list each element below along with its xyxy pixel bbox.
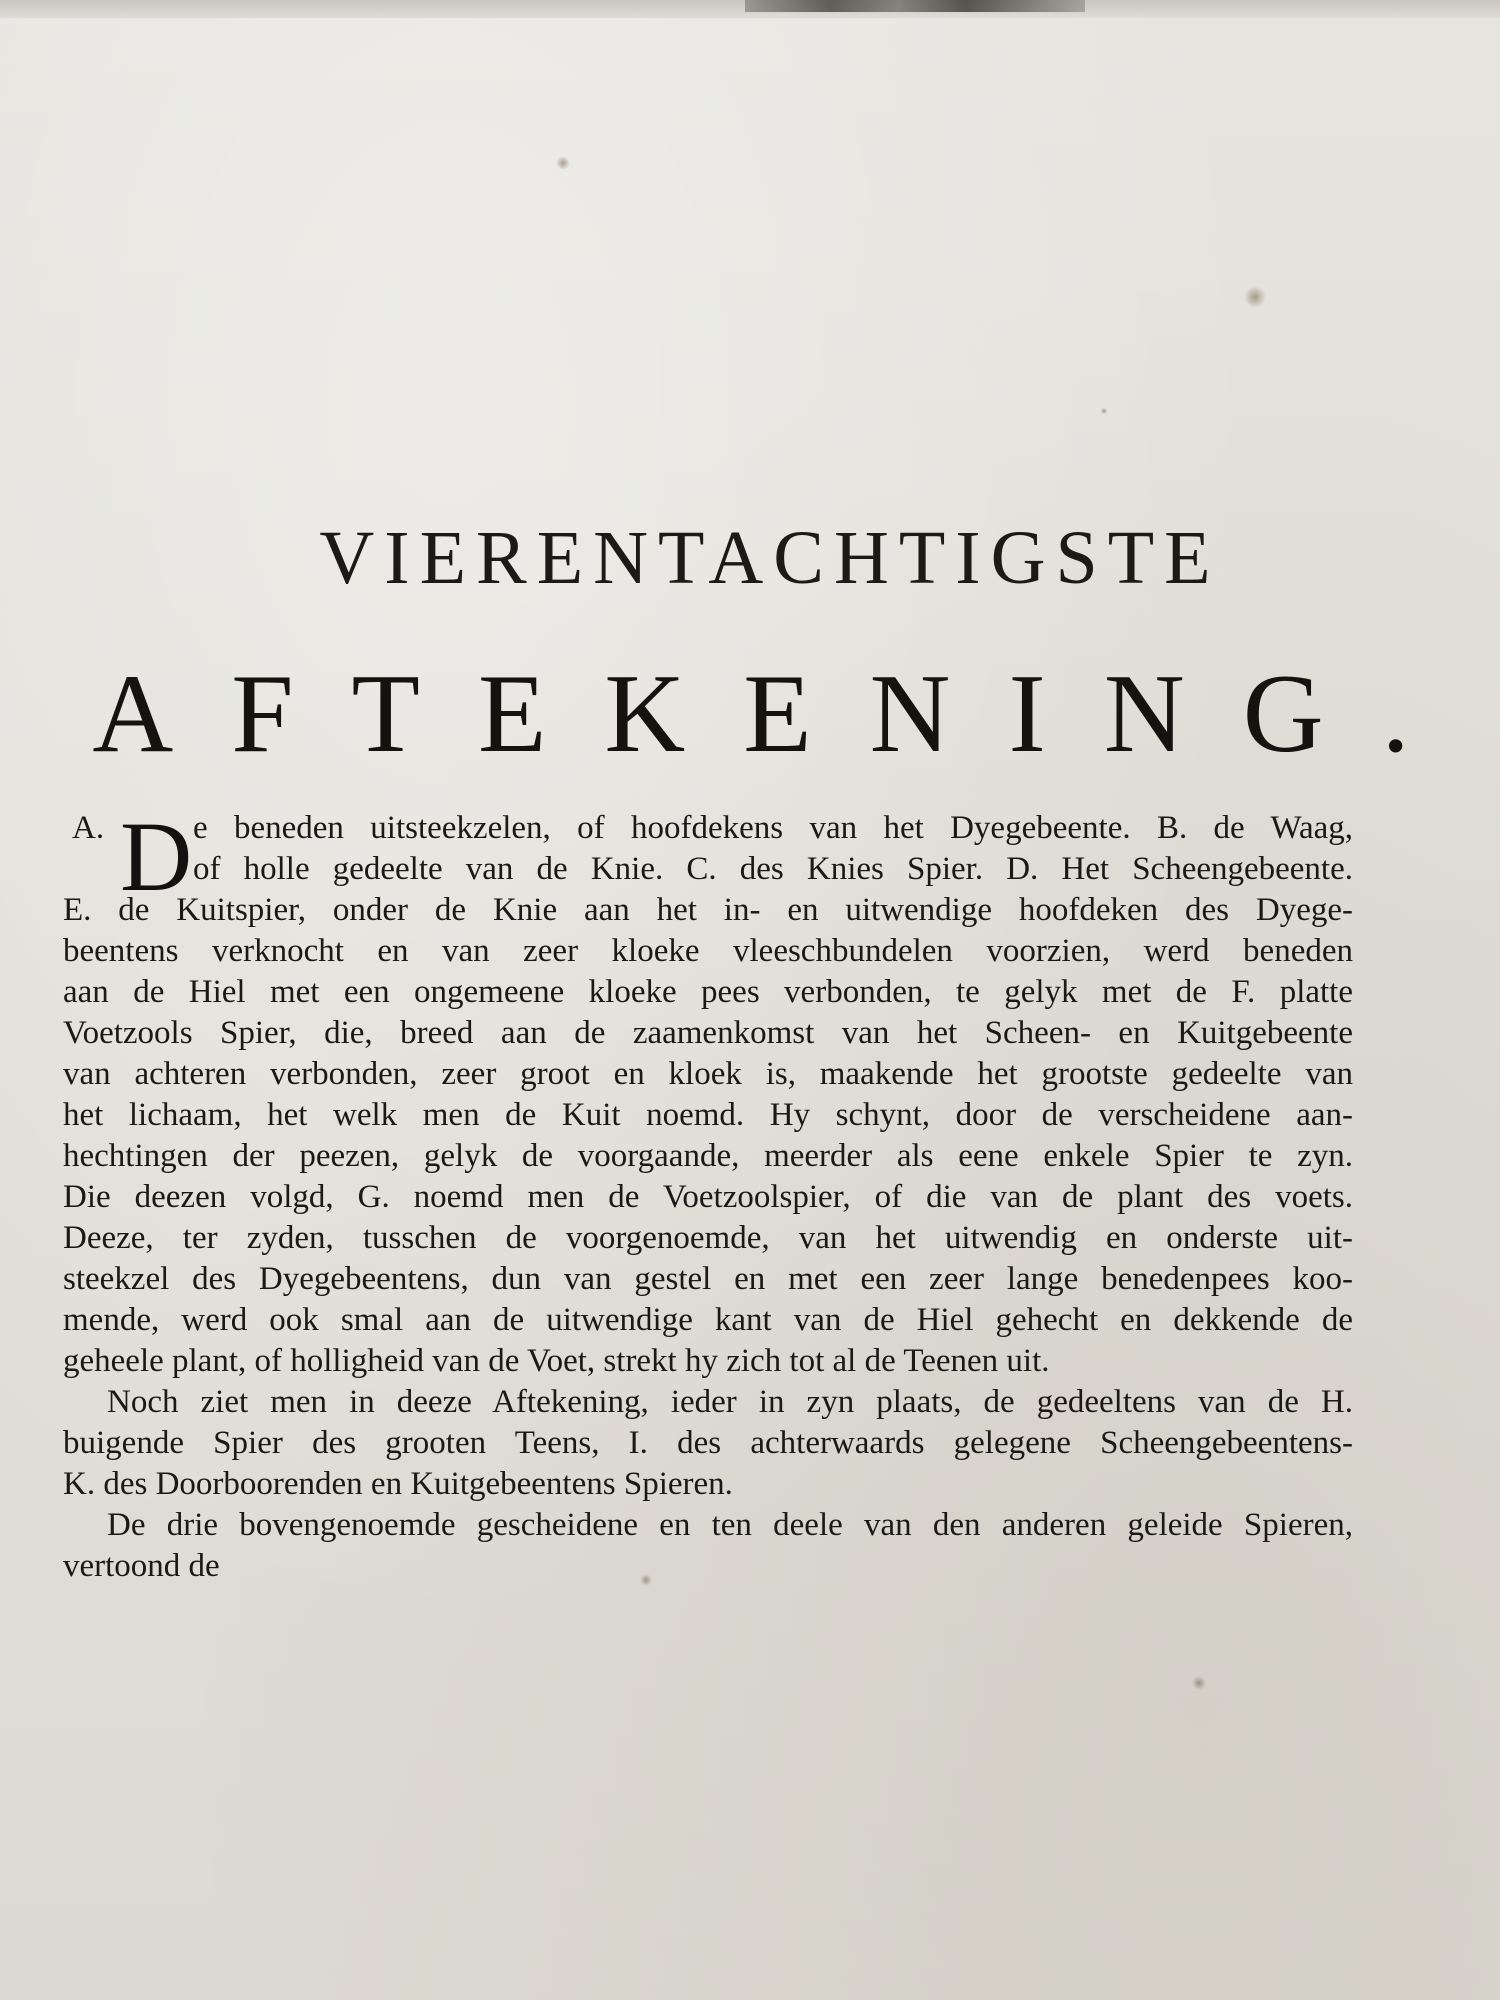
text-line: K. des Doorboorenden en Kuitgebeentens Spieren. bbox=[63, 1466, 733, 1502]
text-line: e beneden uitsteekzelen, of hoofdekens van het Dyegebeente. B. de Waag, bbox=[193, 810, 1353, 846]
text-line: E. de Kuitspier, onder de Knie aan het in- en uitwendige hoofdeken des Dyege- bbox=[63, 892, 1353, 928]
text-line: aan de Hiel met een ongemeene kloeke pees verbonden, te gelyk met de F. platte bbox=[63, 974, 1353, 1010]
text-line: Voetzools Spier, die, breed aan de zaamenkomst van het Scheen- en Kuitgebeente bbox=[63, 1015, 1353, 1051]
drop-capital: D bbox=[120, 801, 193, 912]
text-line: vertoond de bbox=[63, 1548, 220, 1584]
text-line: buigende Spier des grooten Teens, I. des achterwaards gelegene Scheengebeentens- bbox=[63, 1425, 1353, 1461]
text-line: Noch ziet men in deeze Aftekening, ieder in zyn plaats, de gedeeltens van de H. bbox=[107, 1384, 1353, 1420]
foxing-spot bbox=[1100, 408, 1108, 414]
title-heading: AFTEKENING. bbox=[92, 652, 1468, 776]
text-line: steekzel des Dyegebeentens, dun van gestel en met een zeer lange benedenpees koo- bbox=[63, 1261, 1353, 1297]
text-line: Deeze, ter zyden, tusschen de voorgenoemde, van het uitwendig en onderste uit- bbox=[63, 1220, 1353, 1256]
item-label-a: A. bbox=[72, 810, 105, 846]
text-line: beentens verknocht en van zeer kloeke vleeschbundelen voorzien, werd beneden bbox=[63, 933, 1353, 969]
foxing-spot bbox=[1192, 1676, 1206, 1690]
text-line: het lichaam, het welk men de Kuit noemd. Hy schynt, door de verscheidene aan- bbox=[63, 1097, 1353, 1133]
title-ordinal: VIERENTACHTIGSTE bbox=[319, 516, 1221, 600]
engraving-remnant-image bbox=[745, 0, 1085, 12]
foxing-spot bbox=[556, 156, 570, 170]
text-line: mende, werd ook smal aan de uitwendige kant van de Hiel gehecht en dekkende de bbox=[63, 1302, 1353, 1338]
foxing-spot bbox=[1244, 286, 1266, 308]
text-line: Die deezen volgd, G. noemd men de Voetzoolspier, of die van de plant des voets. bbox=[63, 1179, 1353, 1215]
body-text bbox=[63, 801, 1353, 1587]
text-line: geheele plant, of holligheid van de Voet, strekt hy zich tot al de Teenen uit. bbox=[63, 1343, 1050, 1379]
text-line: hechtingen der peezen, gelyk de voorgaande, meerder als eene enkele Spier te zyn. bbox=[63, 1138, 1353, 1174]
text-line: De drie bovengenoemde gescheidene en ten deele van den anderen geleide Spieren, bbox=[107, 1507, 1353, 1543]
text-line: van achteren verbonden, zeer groot en kloek is, maakende het grootste gedeelte van bbox=[63, 1056, 1353, 1092]
text-line: of holle gedeelte van de Knie. C. des Knies Spier. D. Het Scheengebeente. bbox=[193, 851, 1353, 887]
